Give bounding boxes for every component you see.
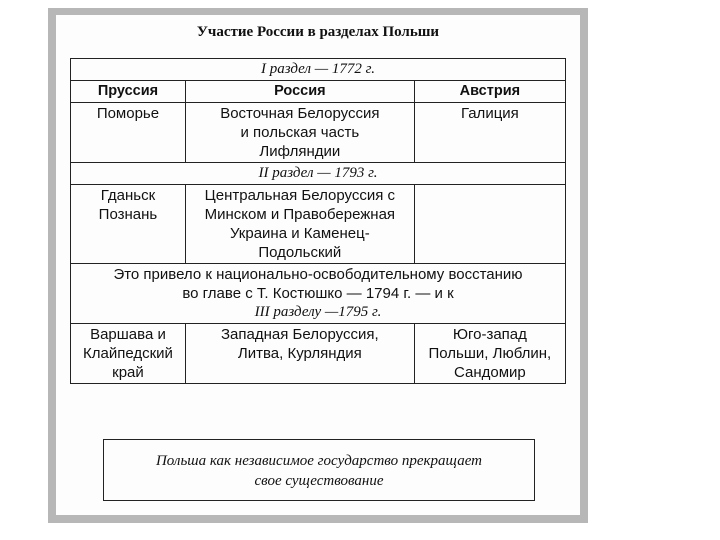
- partition-1-header-row: [71, 59, 566, 81]
- note-line: III разделу —1795 г.: [254, 304, 382, 320]
- partitions-table: [70, 58, 566, 384]
- note-line: во главе с Т. Костюшко — 1794 г. — и к: [182, 285, 454, 302]
- cell-line: Поморье: [96, 105, 160, 122]
- partition-1-prussia: [71, 103, 186, 163]
- cell-line: Сандомир: [453, 364, 526, 381]
- cell-line: край: [112, 364, 144, 381]
- column-header-russia: Россия: [185, 81, 414, 103]
- cell-line: Лифляндии: [259, 143, 341, 160]
- cell-line: Познань: [98, 206, 158, 223]
- conclusion-box: [103, 439, 535, 501]
- partition-2-row: [71, 185, 566, 264]
- partition-3-austria: [414, 324, 565, 384]
- cell-line: и польская часть: [240, 124, 360, 141]
- partition-3-row: [71, 324, 566, 384]
- uprising-note: [71, 264, 566, 324]
- column-header-row: [71, 81, 566, 103]
- cell-line: Подольский: [258, 244, 342, 261]
- partition-3-prussia: [71, 324, 186, 384]
- partition-1-label: I раздел — 1772 г.: [71, 59, 566, 81]
- partition-3-russia: [185, 324, 414, 384]
- conclusion-line: свое существование: [254, 473, 384, 489]
- cell-line: Восточная Белоруссия: [220, 105, 380, 122]
- column-header-austria: Австрия: [414, 81, 565, 103]
- partition-2-russia: [185, 185, 414, 264]
- cell-line: Украина и Каменец-: [229, 225, 370, 242]
- cell-line: Западная Белоруссия,: [221, 326, 379, 343]
- partition-1-russia: [185, 103, 414, 163]
- cell-line: Юго-запад: [452, 326, 527, 343]
- partition-2-header-row: [71, 163, 566, 185]
- partition-1-row: [71, 103, 566, 163]
- cell-line: Варшава и: [90, 326, 166, 343]
- note-line: Это привело к национально-освободительному восстанию: [113, 266, 523, 283]
- cell-line: Гданьск: [100, 187, 156, 204]
- cell-line: Литва, Курляндия: [237, 345, 362, 362]
- conclusion-line: Польша как независимое государство прекращает: [155, 453, 483, 469]
- cell-line: Минском и Правобережная: [204, 206, 396, 223]
- cell-line: Центральная Белоруссия с: [204, 187, 396, 204]
- partition-1-austria: [414, 103, 565, 163]
- partition-2-prussia: [71, 185, 186, 264]
- column-header-prussia: Пруссия: [71, 81, 186, 103]
- partition-2-austria: [414, 185, 565, 264]
- uprising-row: [71, 264, 566, 324]
- partition-2-label: II раздел — 1793 г.: [71, 163, 566, 185]
- cell-line: Клайпедский: [83, 345, 173, 362]
- cell-line: Галиция: [460, 105, 519, 122]
- page-title: Участие России в разделах Польши: [196, 24, 440, 40]
- cell-line: Польши, Люблин,: [428, 345, 552, 362]
